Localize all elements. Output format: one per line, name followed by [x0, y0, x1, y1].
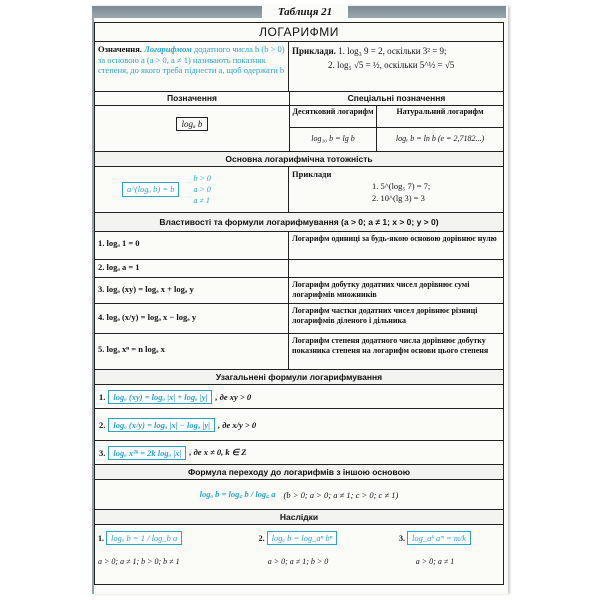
identity-formula: a^(logₐ b) = b — [122, 182, 179, 197]
property-row-4 — [94, 304, 504, 334]
identity-ex1: 1. 5^(log₅ 7) = 7; — [372, 180, 431, 191]
transition-formula: logₐ b = log꜀ b / log꜀ a — [199, 489, 276, 499]
consequence-1 — [95, 525, 229, 584]
generalized-cond-3: , де x ≠ 0, k ∈ Z — [189, 447, 247, 457]
generalized-row-2 — [94, 409, 504, 441]
content — [94, 22, 504, 585]
property-text-3: Логарифм добутку додатних чисел дорівнює сумі логарифмів множників — [292, 280, 470, 299]
examples-top-label: Приклади. — [292, 46, 336, 56]
transition-row — [94, 480, 504, 510]
consequence-formula-2: logₐ b = log_aⁿ bⁿ — [267, 531, 338, 545]
consequence-cond-3: a > 0; a ≠ 1 — [415, 557, 455, 566]
property-row-2 — [94, 260, 504, 278]
property-formula-4: 4. logₐ (x/y) = logₐ x − logₐ y — [95, 304, 289, 333]
page-title: ЛОГАРИФМИ — [94, 22, 504, 42]
natural-label: Натуральний логарифм — [377, 106, 503, 128]
property-row-3 — [94, 278, 504, 304]
property-row-1 — [94, 232, 504, 260]
property-row-5 — [94, 334, 504, 370]
consequence-cond-2: a > 0; a ≠ 1; b > 0 — [267, 557, 329, 566]
generalized-num-3: 3. — [99, 447, 106, 458]
property-text-2 — [289, 260, 503, 277]
generalized-cond-1: , де xy > 0 — [215, 391, 252, 402]
property-text-5: Логарифм степеня додатного числа дорівнює добутку показника степеня на логарифм основи цього степеня — [292, 336, 489, 355]
definition-term: Логарифмом — [144, 44, 192, 54]
generalized-formula-3: logₐ x²ᵏ = 2k logₐ |x| — [108, 446, 186, 460]
decimal-label: Десятковий логарифм — [290, 106, 376, 128]
identity-cond-1: b > 0 — [193, 174, 211, 183]
generalized-row-1 — [94, 385, 504, 409]
generalized-row-3 — [94, 441, 504, 465]
property-formula-5: 5. logₐ xⁿ = n logₐ x — [95, 334, 289, 369]
consequences-header: Наслідки — [94, 510, 504, 525]
identity-right — [289, 167, 503, 212]
transition-header: Формула переходу до логарифмів з іншою основою — [94, 465, 504, 480]
property-formula-1: 1. logₐ 1 = 0 — [95, 232, 289, 259]
examples-top-cell — [289, 42, 503, 91]
properties-header: Властивості та формули логарифмування (a > 0; a ≠ 1; x > 0; y > 0) — [94, 213, 504, 232]
decimal-cell — [290, 106, 377, 152]
notation-formula: logₐ b — [176, 117, 209, 131]
generalized-cond-2: , де x/y > 0 — [218, 419, 257, 430]
notation-header: Позначення — [95, 92, 289, 106]
property-formula-3: 3. logₐ (xy) = logₐ x + logₐ y — [95, 278, 289, 303]
generalized-formula-1: logₐ (xy) = logₐ |x| + logₐ |y| — [108, 390, 212, 404]
consequence-formula-1: logₐ b = 1 / log_b a — [106, 531, 182, 545]
generalized-num-1: 1. — [99, 391, 106, 402]
identity-left — [95, 167, 289, 212]
consequence-num-3: 3. — [399, 534, 406, 543]
natural-formula: logₑ b = ln b (e = 2,7182...) — [395, 134, 485, 143]
generalized-formula-2: logₐ (x/y) = logₐ |x| − logₐ |y| — [108, 418, 215, 432]
property-text-1: Логарифм одиниці за будь-якою основою дорівнює нулю — [292, 234, 497, 243]
examples-top-ex1: 1. log₃ 9 = 2, оскільки 3² = 9; — [338, 46, 447, 56]
identity-header: Основна логарифмічна тотожність — [94, 152, 504, 167]
identity-ex2: 2. 10^(lg 3) = 3 — [372, 192, 425, 203]
natural-cell — [377, 106, 503, 152]
definition-row — [94, 42, 504, 92]
consequence-formula-3: log_aᵏ aᵐ = m/k — [407, 531, 471, 545]
property-formula-2: 2. logₐ a = 1 — [95, 260, 289, 277]
generalized-header: Узагальнені формули логарифмування — [94, 370, 504, 385]
special-header: Спеціальні позначення — [290, 92, 503, 106]
decimal-formula: log₁₀ b = lg b — [311, 134, 355, 143]
definition-text: додатного числа b (b > 0) за основою a (a > 0, a ≠ 1) називають показник степеня, до якого треба піднести a, щоб одержати b — [98, 44, 285, 75]
consequence-2 — [229, 525, 367, 584]
notation-left — [95, 92, 290, 151]
transition-cond: (b > 0; a > 0; a ≠ 1; c > 0; c ≠ 1) — [283, 489, 399, 500]
consequence-num-1: 1. — [98, 534, 104, 543]
identity-examples-label: Приклади — [292, 169, 332, 179]
identity-cond-2: a > 0 — [193, 185, 211, 194]
definition-label: Означення. — [98, 44, 142, 54]
notation-row — [94, 92, 504, 152]
definition-cell — [95, 42, 289, 91]
table-label: Таблиця 21 — [262, 5, 348, 19]
generalized-num-2: 2. — [99, 419, 106, 430]
property-text-4: Логарифм частки додатних чисел дорівнює різниці логарифмів діленого і дільника — [292, 306, 478, 325]
consequences-row — [94, 525, 504, 585]
examples-top-ex2: 2. log₅ √5 = ½, оскільки 5^½ = √5 — [328, 60, 455, 70]
identity-cond-3: a ≠ 1 — [193, 196, 210, 205]
consequence-cond-1: a > 0; a ≠ 1; b > 0; b ≠ 1 — [98, 557, 180, 566]
notation-right — [290, 92, 503, 151]
identity-row — [94, 167, 504, 213]
consequence-num-2: 2. — [258, 534, 265, 543]
consequence-3 — [367, 525, 503, 584]
